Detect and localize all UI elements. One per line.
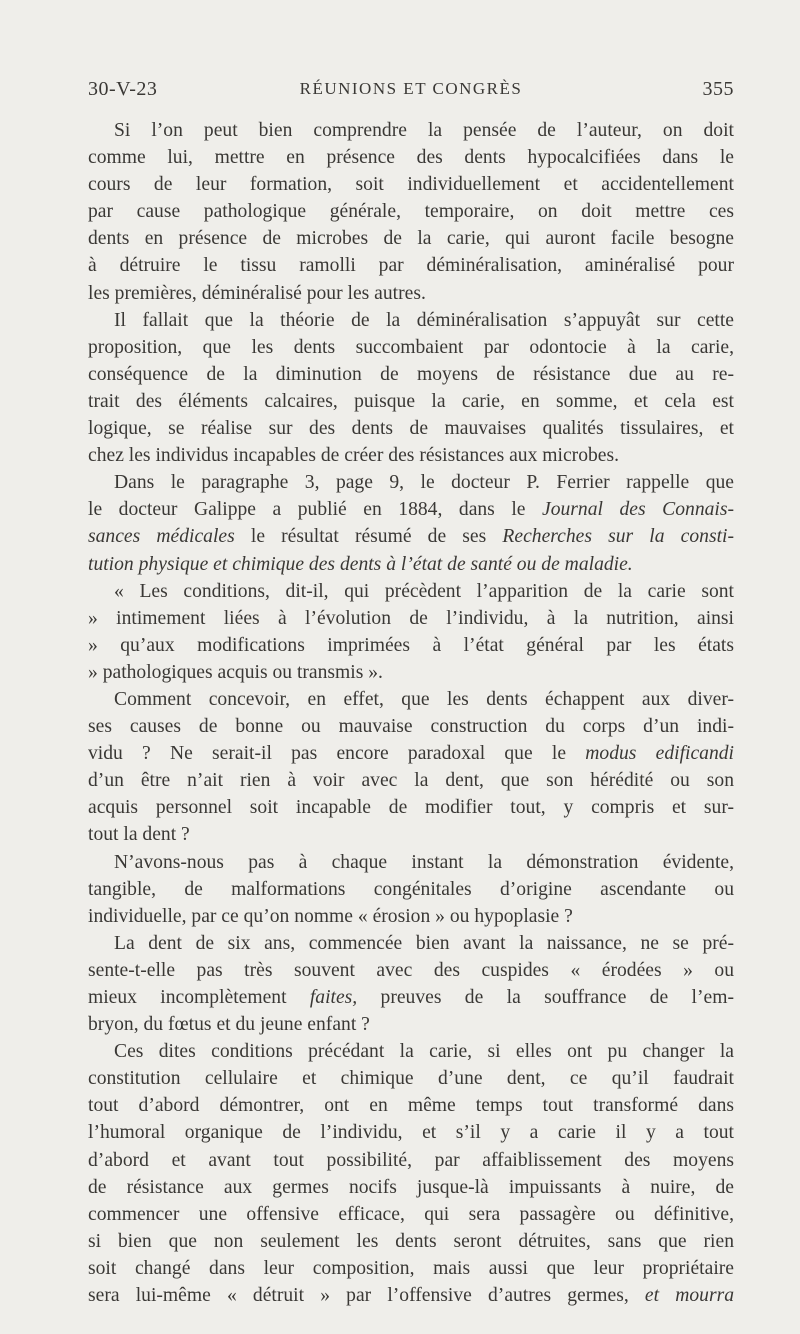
text-run: tangible, de malformations congénitales d’origine ascendante ou <box>88 878 734 900</box>
text-run: sente-t-elle pas très souvent avec des cuspides « érodées » ou <box>88 959 734 981</box>
text-line <box>88 523 734 550</box>
text-line <box>88 307 734 334</box>
text-line <box>88 876 734 903</box>
body-text <box>88 117 734 1309</box>
text-line <box>88 1147 734 1174</box>
text-line <box>88 1201 734 1228</box>
text-line <box>88 442 734 469</box>
text-run: les premières, déminéralisé pour les autres. <box>88 282 426 304</box>
text-line <box>88 388 734 415</box>
text-line <box>88 361 734 388</box>
text-run: Ces dites conditions précédant la carie, si elles ont pu changer la <box>114 1041 734 1063</box>
text-line <box>88 334 734 361</box>
text-run: chez les individus incapables de créer des résistances aux microbes. <box>88 445 620 467</box>
text-run: preuves de la souffrance de l’em- <box>357 987 734 1008</box>
text-run: tout d’abord démontrer, ont en même temps tout transformé dans <box>88 1095 734 1117</box>
text-line <box>88 1228 734 1255</box>
text-run: le docteur Galippe a publié en 1884, dans le <box>88 499 543 521</box>
text-line <box>88 225 734 252</box>
text-line <box>88 957 734 984</box>
text-run: commencer une offensive efficace, qui sera passagère ou définitive, <box>88 1203 734 1225</box>
text-line <box>88 767 734 794</box>
text-run: soit changé dans leur composition, mais aussi que leur propriétaire <box>88 1257 734 1279</box>
italic-text: tution physique et chimique des dents à l’état de santé ou de maladie. <box>88 553 633 575</box>
text-run: si bien que non seulement les dents seront détruites, sans que rien <box>88 1230 734 1252</box>
italic-text: sances médicales <box>88 526 235 548</box>
header-date: 30-V-23 <box>88 78 158 100</box>
text-run: trait des éléments calcaires, puisque la carie, en somme, et cela est <box>88 390 734 412</box>
text-line <box>88 903 734 930</box>
text-run: constitution cellulaire et chimique d’une dent, ce qu’il faudrait <box>88 1068 734 1090</box>
text-line <box>88 1282 734 1309</box>
text-run: de résistance aux germes nocifs jusque-là impuissants à nuire, de <box>88 1176 734 1198</box>
text-line <box>88 415 734 442</box>
text-run: dents en présence de microbes de la carie, qui auront facile besogne <box>88 228 734 250</box>
text-line <box>88 144 734 171</box>
text-run: » pathologiques acquis ou transmis ». <box>88 661 383 683</box>
text-line <box>88 117 734 144</box>
text-line <box>88 605 734 632</box>
text-line <box>88 740 734 767</box>
text-line <box>88 794 734 821</box>
text-run: acquis personnel soit incapable de modifier tout, y compris et sur- <box>88 797 734 819</box>
text-run: individuelle, par ce qu’on nomme « érosion » ou hypoplasie ? <box>88 905 573 927</box>
italic-text: et mourra <box>644 1285 734 1307</box>
text-line <box>88 171 734 198</box>
text-line <box>88 551 734 578</box>
text-line <box>88 578 734 605</box>
text-line <box>88 930 734 957</box>
text-run: » intimement liées à l’évolution de l’individu, à la nutrition, ainsi <box>88 607 734 629</box>
text-run: « Les conditions, dit-il, qui précèdent l’apparition de la carie sont <box>114 580 734 602</box>
running-header <box>88 78 734 108</box>
italic-text: modus edificandi <box>585 743 734 765</box>
text-run: La dent de six ans, commencée bien avant la naissance, ne se pré- <box>114 932 734 954</box>
text-run: Dans le paragraphe 3, page 9, le docteur P. Ferrier rappelle que <box>114 472 734 494</box>
text-run: sera lui-même « détruit » par l’offensive d’autres germes, <box>88 1285 645 1307</box>
text-line <box>88 821 734 848</box>
text-line <box>88 686 734 713</box>
text-line <box>88 632 734 659</box>
text-run: à détruire le tissu ramolli par déminéralisation, aminéralisé pour <box>88 255 734 277</box>
text-run: comme lui, mettre en présence des dents hypocalcifiées dans le <box>88 147 734 169</box>
italic-text: Recherches sur la consti- <box>502 526 735 548</box>
text-run: Il fallait que la théorie de la déminéralisation s’appuyât sur cette <box>114 309 734 331</box>
text-run: N’avons-nous pas à chaque instant la démonstration évidente, <box>114 851 734 873</box>
text-line <box>88 659 734 686</box>
header-title: RÉUNIONS ET CONGRÈS <box>299 79 523 98</box>
text-run: le résultat résumé de ses <box>234 526 503 548</box>
text-run: d’un être n’ait rien à voir avec la dent, que son hérédité ou son <box>88 770 734 792</box>
italic-text: Journal des Connais- <box>542 499 735 521</box>
text-run: proposition, que les dents succombaient par odontocie à la carie, <box>88 336 734 358</box>
text-line <box>88 469 734 496</box>
text-run: ses causes de bonne ou mauvaise construction du corps d’un indi- <box>88 716 734 738</box>
text-run: l’humoral organique de l’individu, et s’il y a carie il y a tout <box>88 1122 734 1144</box>
text-line <box>88 1011 734 1038</box>
text-line <box>88 713 734 740</box>
page-number: 355 <box>702 78 734 100</box>
text-line <box>88 1092 734 1119</box>
text-line <box>88 984 734 1011</box>
text-line <box>88 252 734 279</box>
text-line <box>88 1038 734 1065</box>
text-line <box>88 1065 734 1092</box>
text-line <box>88 1119 734 1146</box>
text-line <box>88 280 734 307</box>
text-line <box>88 496 734 523</box>
text-line <box>88 198 734 225</box>
text-run: cours de leur formation, soit individuellement et accidentellement <box>88 174 734 196</box>
text-run: par cause pathologique générale, temporaire, on doit mettre ces <box>88 201 734 223</box>
text-run: vidu ? Ne serait-il pas encore paradoxal que le <box>88 743 586 765</box>
text-run: logique, se réalise sur des dents de mauvaises qualités tissulaires, et <box>88 418 734 440</box>
text-run: conséquence de la diminution de moyens de résistance due au re- <box>88 363 734 385</box>
italic-text: faites, <box>309 987 358 1008</box>
text-run: Comment concevoir, en effet, que les dents échappent aux diver- <box>114 688 734 710</box>
text-run: bryon, du fœtus et du jeune enfant ? <box>88 1014 370 1036</box>
text-run: » qu’aux modifications imprimées à l’état général par les états <box>88 634 734 656</box>
text-line <box>88 1255 734 1282</box>
text-run: mieux incomplètement <box>88 987 310 1008</box>
text-run: d’abord et avant tout possibilité, par affaiblissement des moyens <box>88 1149 734 1171</box>
text-line <box>88 1174 734 1201</box>
text-run: Si l’on peut bien comprendre la pensée de l’auteur, on doit <box>114 120 734 141</box>
text-run: tout la dent ? <box>88 824 190 846</box>
text-line <box>88 849 734 876</box>
